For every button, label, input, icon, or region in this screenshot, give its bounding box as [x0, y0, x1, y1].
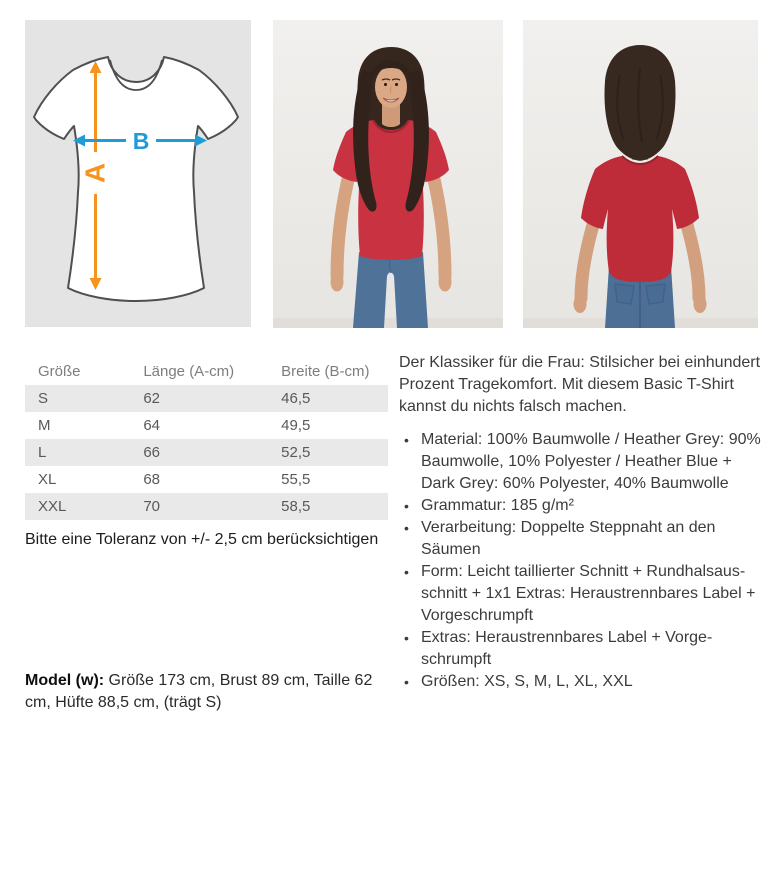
- description-intro: Der Klassiker für die Frau: Stilsicher bei einhundert Prozent Tragekomfort. Mit diesem Basic T-Shirt kannst du nichts falsch machen.: [399, 354, 761, 415]
- feature-item-groessen: • Größen: XS, S, M, L, XL, XXL: [399, 671, 765, 693]
- measurement-label-b: B: [132, 128, 150, 154]
- model-front-illustration: [273, 20, 503, 328]
- cell-width: 55,5: [281, 471, 311, 488]
- feature-item-verarbeitung: • Verarbeitung: Doppelte Steppnaht an den Säumen: [399, 517, 765, 561]
- table-row: [25, 466, 388, 493]
- cell-size: XXL: [38, 498, 67, 515]
- feature-item-extras: • Extras: Heraustrennbares Label + Vorgeschrumpft: [399, 627, 765, 671]
- table-row: [25, 439, 388, 466]
- cell-width: 46,5: [281, 390, 311, 407]
- model-info-label: Model (w):: [25, 672, 105, 689]
- table-row: [25, 385, 388, 412]
- tolerance-note: Bitte eine Toleranz von +/- 2,5 cm berücksichtigen: [25, 531, 379, 548]
- col-header-size: Größe: [38, 363, 81, 380]
- model-info-text: Größe 173 cm, Brust 89 cm, Taille 62 cm, Hüfte 88,5 cm, (trägt S): [25, 672, 373, 711]
- tshirt-measurement-diagram: [25, 20, 251, 327]
- cell-length: 62: [143, 390, 160, 407]
- table-row: [25, 493, 388, 520]
- hair-back-view: [604, 45, 675, 161]
- model-back-photo[interactable]: [523, 20, 758, 328]
- measurement-label-a: A: [79, 162, 111, 184]
- model-back-illustration: [523, 20, 758, 328]
- cell-size: XL: [38, 471, 57, 488]
- cell-size: M: [38, 417, 51, 434]
- size-table-header-row: [25, 358, 388, 385]
- product-description: [399, 352, 765, 693]
- size-diagram-image[interactable]: [25, 20, 251, 327]
- feature-item-material: • Material: 100% Baumwolle / Heather Grey: 90% Baumwolle, 10% Polyester / Heather Blue + Dark Grey: 60% Polyester, 40% Baumwolle: [399, 429, 765, 495]
- feature-item-form: • Form: Leicht taillierter Schnitt + Rundhalsausschnitt + 1x1 Extras: Heraustrennbares Label + Vorgeschrumpft: [399, 561, 765, 627]
- cell-length: 70: [143, 498, 160, 515]
- col-header-length: Länge (A-cm): [143, 363, 235, 380]
- cell-size: S: [38, 390, 49, 407]
- cell-length: 66: [143, 444, 160, 461]
- feature-item-grammatur: • Grammatur: 185 g/m²: [399, 495, 765, 517]
- cell-size: L: [38, 444, 47, 461]
- cell-width: 58,5: [281, 498, 311, 515]
- feature-list: [399, 429, 765, 693]
- model-front-photo[interactable]: [273, 20, 503, 328]
- cell-width: 49,5: [281, 417, 311, 434]
- model-info: [25, 670, 399, 714]
- size-table: [25, 358, 388, 520]
- table-row: [25, 412, 388, 439]
- cell-length: 68: [143, 471, 160, 488]
- cell-length: 64: [143, 417, 160, 434]
- cell-width: 52,5: [281, 444, 311, 461]
- col-header-width: Breite (B-cm): [281, 363, 370, 380]
